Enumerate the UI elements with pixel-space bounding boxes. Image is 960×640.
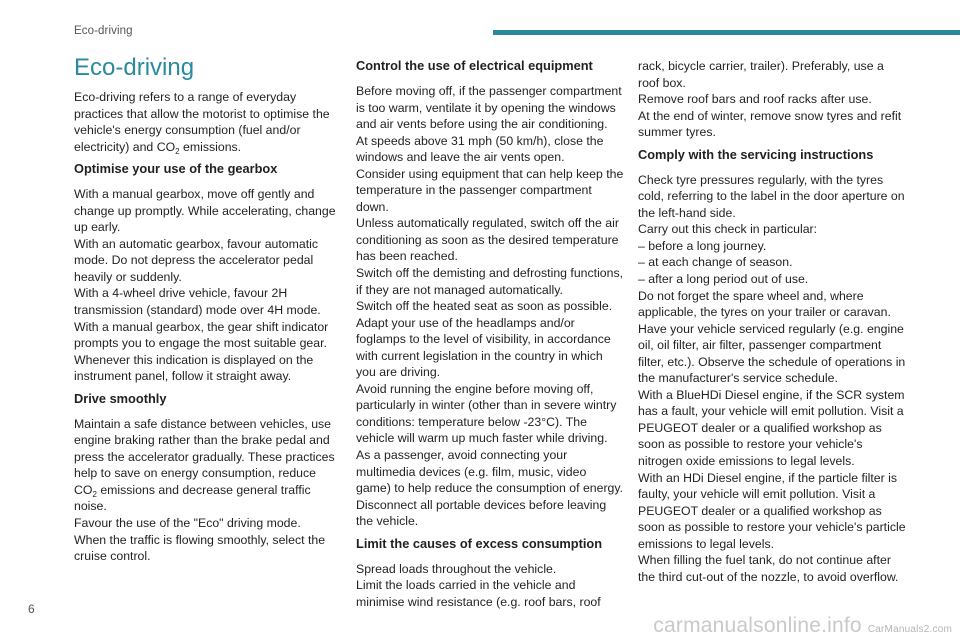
watermark-small: CarManuals2.com (867, 624, 952, 635)
servicing-paragraph: Carry out this check in particular: (638, 222, 818, 237)
page-title: Eco-driving (74, 54, 195, 81)
servicing-list-item: – before a long journey. (638, 238, 767, 253)
excess-paragraph: Spread loads throughout the vehicle. (356, 561, 557, 576)
heading-gearbox: Optimise your use of the gearbox (74, 161, 278, 177)
electrical-paragraph: Switch off the heated seat as soon as possible. (356, 299, 613, 314)
electrical-paragraph: Before moving off, if the passenger compartment is too warm, ventilate it by opening the windows and air vents before using the air conditioning. (356, 84, 622, 132)
watermark-main: carmanualsonline.info (653, 614, 862, 637)
excess-paragraph: rack, bicycle carrier, trailer). Preferably, use a roof box. (638, 59, 884, 90)
column-3 (638, 58, 906, 585)
electrical-paragraph: Adapt your use of the headlamps and/or foglamps to the level of visibility, in accordance with current legislation in the country in which you are driving. (356, 315, 611, 380)
servicing-list-item: – at each change of season. (638, 255, 793, 270)
gearbox-paragraph: With a manual gearbox, the gear shift indicator prompts you to engage the most suitable gear. Whenever this indication is displayed on the instrument panel, follow it straight away. (74, 319, 329, 384)
servicing-paragraph: Have your vehicle serviced regularly (e.g. engine oil, oil filter, air filter, passenger compartment filter, etc.). Observe the schedule of operations in the manufacturer's service schedule. (638, 321, 906, 386)
electrical-paragraph: Consider using equipment that can help keep the temperature in the passenger compartment down. (356, 166, 624, 214)
gearbox-paragraph: With a manual gearbox, move off gently and change up promptly. While accelerating, change up early. (74, 187, 336, 235)
servicing-paragraph: When filling the fuel tank, do not continue after the third cut-out of the nozzle, to avoid overflow. (638, 553, 899, 584)
servicing-paragraph: Check tyre pressures regularly, with the tyres cold, referring to the label in the door aperture on the left-hand side. (638, 172, 905, 220)
heading-drive-smoothly: Drive smoothly (74, 390, 167, 406)
intro-paragraph (74, 89, 342, 155)
electrical-paragraph: Switch off the demisting and defrosting functions, if they are not managed automatically. (356, 266, 624, 297)
smooth-paragraph: Favour the use of the "Eco" driving mode. (74, 516, 301, 531)
intro-text-end: emissions. (179, 139, 242, 154)
smooth-text-end: emissions and decrease general traffic noise. (74, 482, 311, 514)
heading-excess-consumption: Limit the causes of excess consumption (356, 535, 603, 551)
excess-paragraph: At the end of winter, remove snow tyres and refit summer tyres. (638, 108, 902, 140)
excess-paragraph: Remove roof bars and roof racks after use. (638, 92, 872, 107)
electrical-paragraph: Disconnect all portable devices before leaving the vehicle. (356, 497, 607, 529)
smooth-paragraph: When the traffic is flowing smoothly, select the cruise control. (74, 532, 326, 564)
heading-servicing: Comply with the servicing instructions (638, 146, 874, 162)
watermark (653, 614, 952, 638)
co2-subscript: 2 (92, 489, 97, 499)
electrical-paragraph: As a passenger, avoid connecting your multimedia devices (e.g. film, music, video game) to help reduce the consumption of energy. (356, 448, 624, 496)
smooth-paragraph (74, 416, 342, 515)
co2-subscript: 2 (175, 146, 180, 156)
section-header-label: Eco-driving (74, 25, 133, 37)
gearbox-paragraph: With an automatic gearbox, favour automatic mode. Do not depress the accelerator pedal heavily or suddenly. (74, 236, 319, 284)
column-1 (74, 54, 342, 565)
page-number: 6 (28, 602, 35, 616)
column-2 (356, 58, 624, 610)
electrical-paragraph: At speeds above 31 mph (50 km/h), close the windows and leave the air vents open. (356, 133, 604, 165)
heading-electrical-equipment: Control the use of electrical equipment (356, 58, 593, 73)
servicing-list-item: – after a long period out of use. (638, 272, 809, 287)
excess-paragraph: Limit the loads carried in the vehicle and minimise wind resistance (e.g. roof bars, roof (356, 578, 601, 609)
intro-text: Eco-driving refers to a range of everyday practices that allow the motorist to optimise the vehicle's energy consumption (fuel and/or electricity) and CO (74, 90, 330, 154)
electrical-paragraph: Unless automatically regulated, switch off the air conditioning as soon as the desired temperature has been reached. (356, 216, 619, 264)
electrical-paragraph: Avoid running the engine before moving off, particularly in winter (other than in severe wintry conditions: temperature below -23°C). The vehicle will warm up much faster while driving. (356, 381, 617, 446)
servicing-paragraph: With a BlueHDi Diesel engine, if the SCR system has a fault, your vehicle will emit pollution. Visit a PEUGEOT dealer or a qualified workshop as soon as possible to restore your vehicle's nitrogen oxide emissions to legal levels. (638, 387, 905, 469)
servicing-paragraph: With an HDi Diesel engine, if the particle filter is faulty, your vehicle will emit pollution. Visit a PEUGEOT dealer or a qualified workshop as soon as possible to restore your vehicle's particle emissions to legal levels. (638, 470, 906, 551)
gearbox-paragraph: With a 4-wheel drive vehicle, favour 2H transmission (standard) mode over 4H mode. (74, 286, 321, 318)
smooth-text: Maintain a safe distance between vehicles, use engine braking rather than the brake pedal and press the accelerator gradually. These practices help to save on energy consumption, reduce CO (74, 416, 335, 497)
servicing-paragraph: Do not forget the spare wheel and, where applicable, the tyres on your trailer or caravan. (638, 288, 891, 320)
section-header-bar (493, 30, 960, 35)
